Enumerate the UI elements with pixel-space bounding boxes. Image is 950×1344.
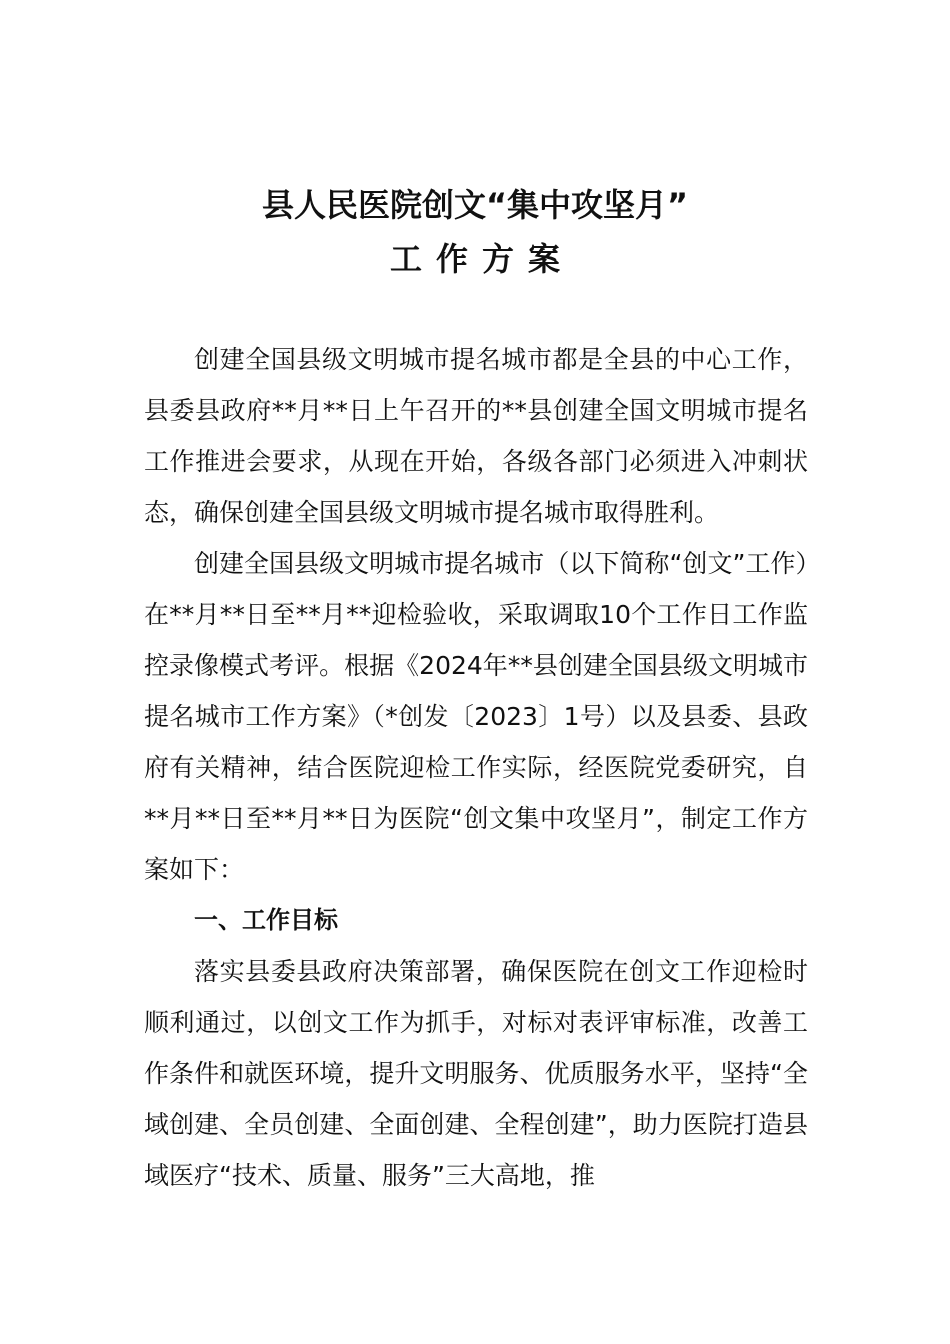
goals-paragraph: 落实县委县政府决策部署，确保医院在创文工作迎检时顺利通过，以创文工作为抓手，对标对表评审标准，改善工作条件和就医环境，提升文明服务、优质服务水平，坚持“全域创建、全员创建、全面创建、全程创建”，助力医院打造县域医疗“技术、质量、服务”三大高地，推 xyxy=(144,957,808,1190)
section-heading-goals: 一、工作目标 xyxy=(194,906,338,934)
document-title xyxy=(0,178,950,286)
title-line-2: 工作方案 xyxy=(389,240,574,278)
intro-paragraph-1: 创建全国县级文明城市提名城市都是全县的中心工作，县委县政府**月**日上午召开的**县创建全国文明城市提名工作推进会要求，从现在开始，各级各部门必须进入冲刺状态，确保创建全国县级文明城市提名城市取得胜利。 xyxy=(144,345,808,527)
intro-paragraph-2: 创建全国县级文明城市提名城市（以下简称“创文”工作）在**月**日至**月**迎检验收，采取调取10个工作日工作监控录像模式考评。根据《2024年**县创建全国县级文明城市提名城市工作方案》（*创发〔2023〕1号）以及县委、县政府有关精神，结合医院迎检工作实际，经医院党委研究，自**月**日至**月**日为医院“创文集中攻坚月”，制定工作方案如下： xyxy=(144,549,808,884)
title-line-1: 县人民医院创文“集中攻坚月” xyxy=(261,186,689,224)
document-body xyxy=(144,334,808,1201)
